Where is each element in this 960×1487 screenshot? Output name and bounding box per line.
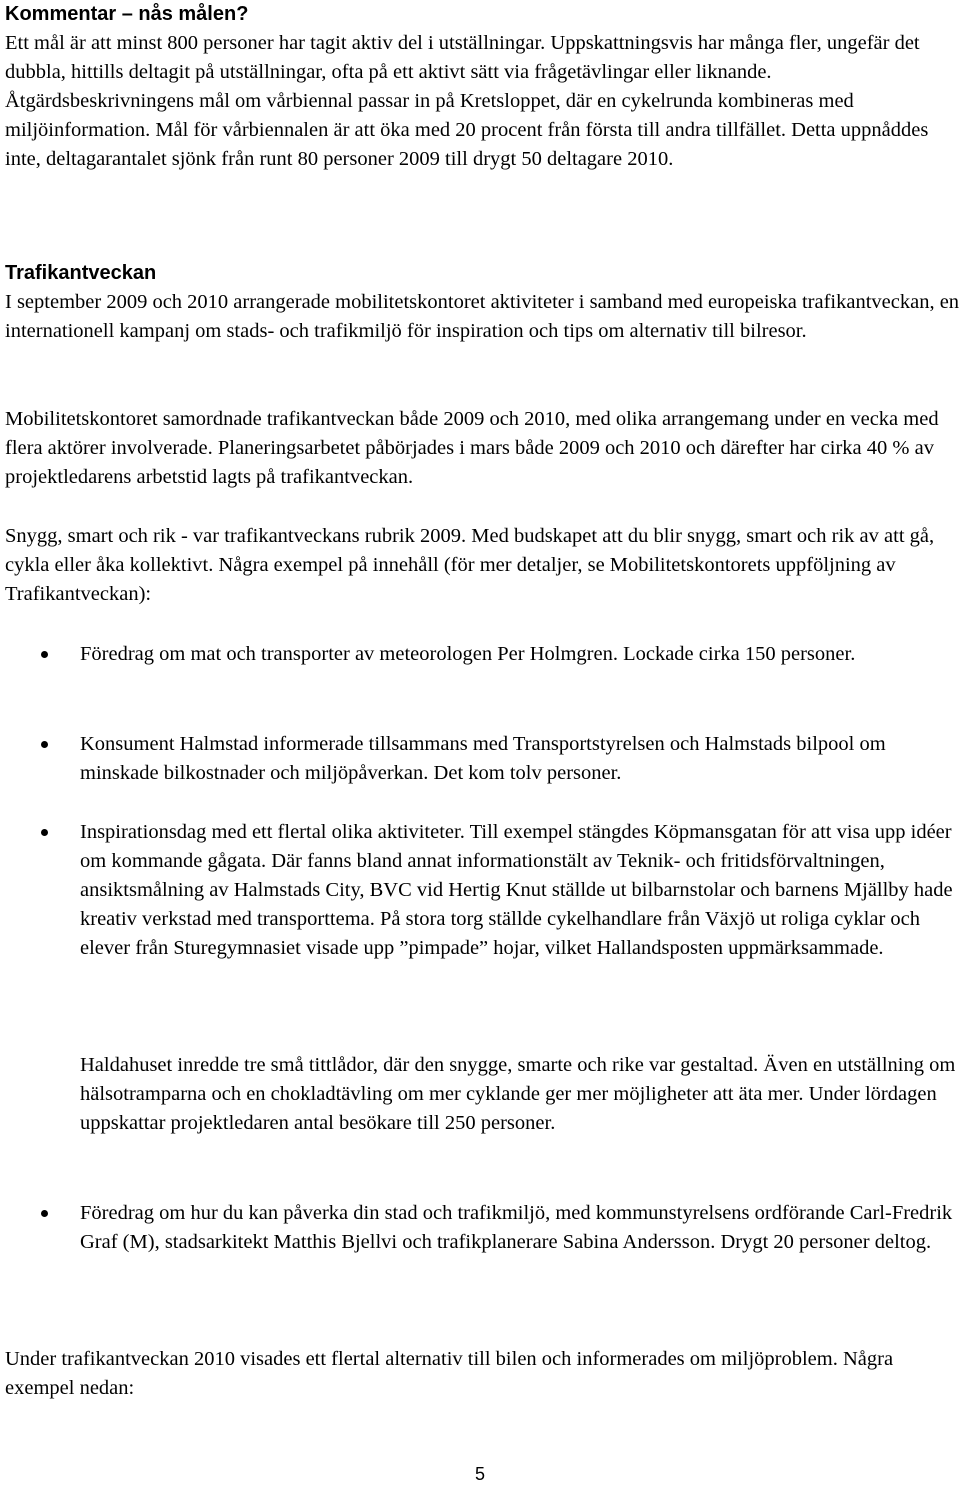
paragraph-block <box>5 405 960 492</box>
section-heading: Kommentar – nås målen? <box>5 3 249 25</box>
section-trafikantveckan <box>5 259 960 346</box>
list-item-text: Konsument Halmstad informerade tillsammans med Transportstyrelsen och Halmstads bilpool om minskade bilkostnader och miljöpåverkan. Det kom tolv personer. <box>80 733 886 784</box>
list-item-text: Föredrag om mat och transporter av meteorologen Per Holmgren. Lockade cirka 150 personer. <box>80 643 856 665</box>
paragraph: Snygg, smart och rik - var trafikantveckans rubrik 2009. Med budskapet att du blir snygg, smart och rik av att gå, cykla eller åka kollektivt. Några exempel på innehåll (för mer detaljer, se Mobilitetskontorets uppföljning av Trafikantveckan): <box>5 525 935 605</box>
bullet-icon <box>41 651 48 658</box>
paragraph-block <box>5 522 960 609</box>
bullet-icon <box>41 829 48 836</box>
section-heading: Trafikantveckan <box>5 262 157 284</box>
section-kommentar <box>5 0 960 174</box>
list-item-text: Haldahuset inredde tre små tittlådor, där den snygge, smarte och rike var gestaltad. Även en utställning om hälsotramparna och en chokladtävling om mer cyklande ger mer möjligheter att äta mer. Under lördagen uppskattar projektledaren antal besökare till 250 personer. <box>80 1054 956 1134</box>
paragraph: Ett mål är att minst 800 personer har tagit aktiv del i utställningar. Uppskattningsvis har många fler, ungefär det dubbla, hittills deltagit på utställningar, ofta på ett aktivt sätt via frågetävlingar eller liknande. Åtgärdsbeskrivningens mål om vårbiennal passar in på Kretsloppet, där en cykelrunda kombineras med miljöinformation. Mål för vårbiennalen är att öka med 20 procent från första till andra tillfället. Detta uppnåddes inte, deltagarantalet sjönk från runt 80 personer 2009 till drygt 50 deltagare 2010. <box>5 32 929 170</box>
bullet-icon <box>41 741 48 748</box>
list-item-text: Inspirationsdag med ett flertal olika aktiviteter. Till exempel stängdes Köpmansgatan för att visa upp idéer om kommande gågata. Där fanns bland annat informationstält av Teknik- och fritidsförvaltningen, ansiktsmålning av Halmstads City, BVC vid Hertig Knut ställde ut bilbarnstolar och barnens Mjällby hade kreativ verkstad med transporttema. På stora torg ställde cykelhandlare från Växjö ut roliga cyklar och elever från Sturegymnasiet visade upp ”pimpade” hojar, vilket Hallandsposten uppmärksammade. <box>80 821 953 959</box>
bullet-icon <box>41 1210 48 1217</box>
paragraph: Mobilitetskontoret samordnade trafikantveckan både 2009 och 2010, med olika arrangemang under en vecka med flera aktörer involverade. Planeringsarbetet påbörjades i mars både 2009 och 2010 och därefter har cirka 40 % av projektledarens arbetstid lagts på trafikantveckan. <box>5 408 939 488</box>
paragraph-block <box>5 1345 960 1403</box>
list-item-text: Föredrag om hur du kan påverka din stad och trafikmiljö, med kommunstyrelsens ordförande Carl-Fredrik Graf (M), stadsarkitekt Matthis Bjellvi och trafikplanerare Sabina Andersson. Drygt 20 personer deltog. <box>80 1202 953 1253</box>
page-number: 5 <box>474 1464 485 1484</box>
paragraph: I september 2009 och 2010 arrangerade mobilitetskontoret aktiviteter i samband med europeiska trafikantveckan, en internationell kampanj om stads- och trafikmiljö för inspiration och tips om alternativ till bilresor. <box>5 291 960 342</box>
paragraph: Under trafikantveckan 2010 visades ett flertal alternativ till bilen och informerades om miljöproblem. Några exempel nedan: <box>5 1348 894 1399</box>
